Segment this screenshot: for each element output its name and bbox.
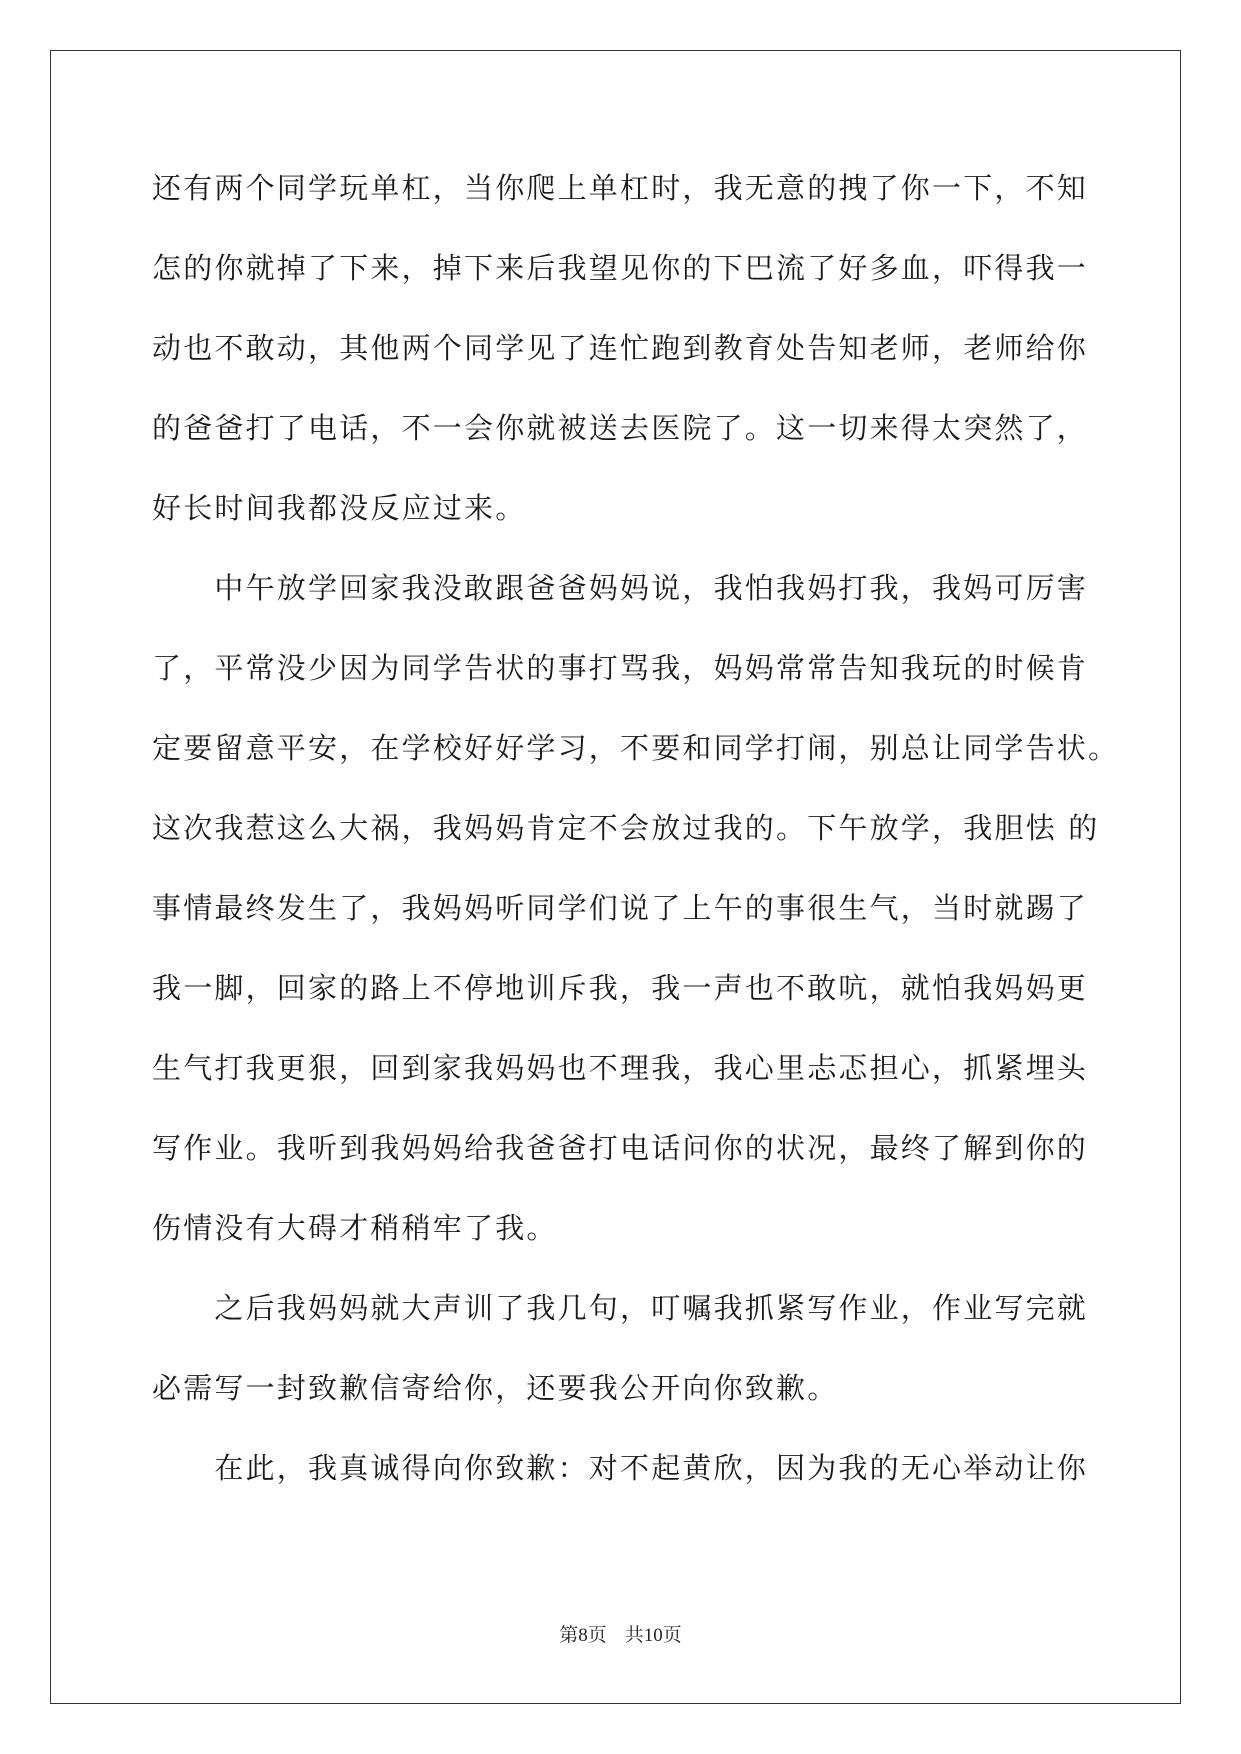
text-line: 伤情没有大碍才稍稍牢了我。 [152, 1211, 558, 1245]
text-line: 必需写一封致歉信寄给你，还要我公开向你致歉。 [152, 1371, 839, 1405]
page-number: 第8页 [559, 1625, 607, 1646]
page-total: 共10页 [624, 1625, 682, 1646]
page-footer [0, 1620, 1241, 1647]
text-line: 我一脚，回家的路上不停地训斥我，我一声也不敢吭，就怕我妈妈更 [152, 971, 1089, 1005]
text-line: 还有两个同学玩单杠，当你爬上单杠时，我无意的拽了你一下，不知 [152, 171, 1089, 205]
text-line: 这次我惹这么大祸，我妈妈肯定不会放过我的。下午放学，我胆怯 的 [152, 811, 1100, 845]
text-line: 之后我妈妈就大声训了我几句，叮嘱我抓紧写作业，作业写完就 [152, 1291, 1089, 1325]
text-line: 在此，我真诚得向你致歉：对不起黄欣，因为我的无心举动让你 [152, 1451, 1089, 1485]
text-line: 生气打我更狠，回到家我妈妈也不理我，我心里忐忑担心，抓紧埋头 [152, 1051, 1089, 1085]
text-line: 事情最终发生了，我妈妈听同学们说了上午的事很生气，当时就踢了 [152, 891, 1089, 925]
text-line: 定要留意平安，在学校好好学习，不要和同学打闹，别总让同学告状。 [152, 731, 1120, 765]
text-line: 怎的你就掉了下来，掉下来后我望见你的下巴流了好多血，吓得我一 [152, 251, 1089, 285]
text-line: 动也不敢动，其他两个同学见了连忙跑到教育处告知老师，老师给你 [152, 331, 1089, 365]
text-line: 了，平常没少因为同学告状的事打骂我，妈妈常常告知我玩的时候肯 [152, 651, 1089, 685]
text-line: 中午放学回家我没敢跟爸爸妈妈说，我怕我妈打我，我妈可厉害 [152, 571, 1089, 605]
text-line: 的爸爸打了电话，不一会你就被送去医院了。这一切来得太突然了， [152, 411, 1089, 445]
text-line: 好长时间我都没反应过来。 [152, 491, 527, 525]
text-line: 写作业。我听到我妈妈给我爸爸打电话问你的状况，最终了解到你的 [152, 1131, 1089, 1165]
